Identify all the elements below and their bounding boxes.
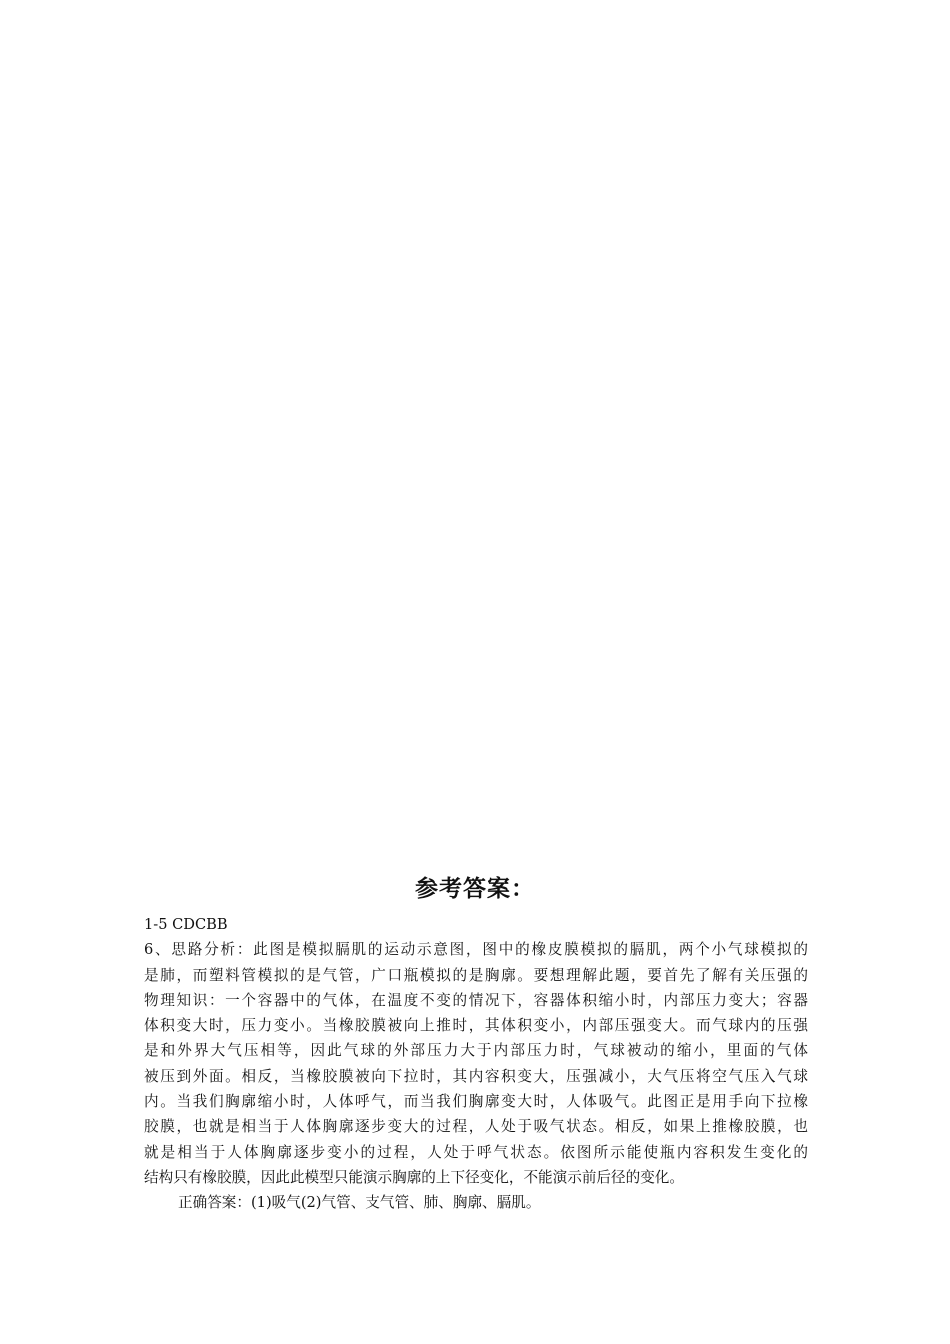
answer-content [144, 912, 808, 1216]
analysis-line-1: 6、思路分析：此图是模拟膈肌的运动示意图，图中的橡皮膜模拟的膈肌，两个小气球模拟的 [144, 941, 808, 959]
analysis-line-10: 结构只有橡胶膜，因此此模型只能演示胸廓的上下径变化，不能演示前后径的变化。 [144, 1168, 684, 1186]
analysis-line-6: 被压到外面。相反，当橡胶膜被向下拉时，其内容积变大，压强减小，大气压将空气压入气球 [144, 1067, 808, 1085]
analysis-line-2: 是肺，而塑料管模拟的是气管，广口瓶模拟的是胸廓。要想理解此题，要首先了解有关压强的 [144, 966, 808, 984]
analysis-line-3: 物理知识：一个容器中的气体，在温度不变的情况下，容器体积缩小时，内部压力变大；容器 [144, 991, 808, 1009]
analysis-line-4: 体积变大时，压力变小。当橡胶膜被向上推时，其体积变小，内部压强变大。而气球内的压强 [144, 1017, 808, 1035]
answer-1-5: 1-5 CDCBB [144, 916, 228, 933]
answer-key-title: 参考答案： [415, 876, 535, 902]
analysis-line-7: 内。当我们胸廓缩小时，人体呼气，而当我们胸廓变大时，人体吸气。此图正是用手向下拉橡 [144, 1093, 808, 1111]
analysis-line-8: 胶膜，也就是相当于人体胸廓逐步变大的过程，人处于吸气状态。相反，如果上推橡胶膜，也 [144, 1118, 808, 1136]
analysis-line-9: 就是相当于人体胸廓逐步变小的过程，人处于呼气状态。依图所示能使瓶内容积发生变化的 [144, 1143, 808, 1161]
analysis-line-5: 是和外界大气压相等，因此气球的外部压力大于内部压力时，气球被动的缩小，里面的气体 [144, 1042, 808, 1060]
correct-answer: 正确答案：(1)吸气(2)气管、支气管、肺、胸廓、膈肌。 [178, 1194, 541, 1212]
